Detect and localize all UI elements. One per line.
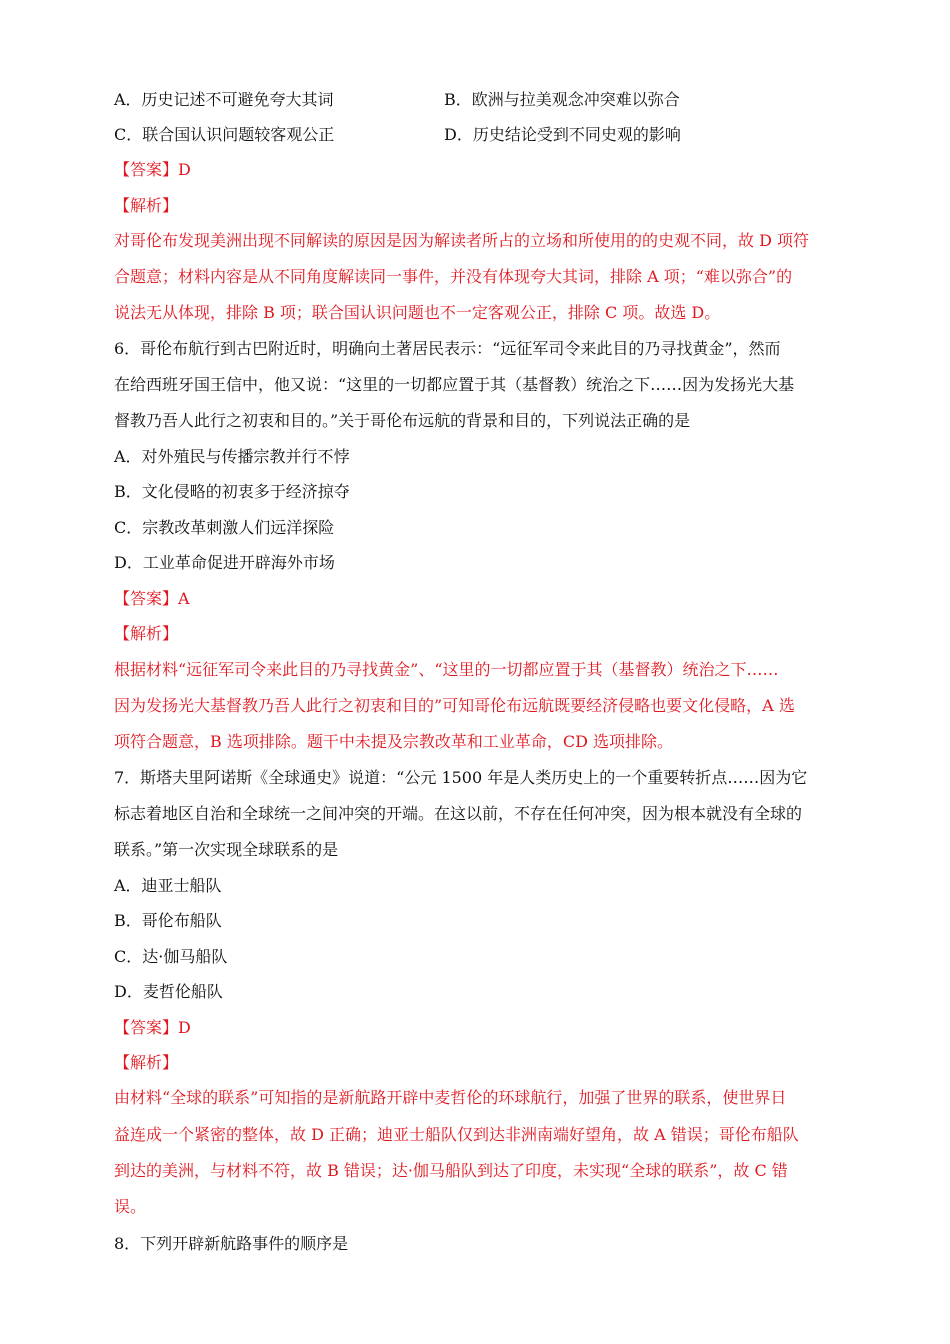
q7-stem-line: 7．斯塔夫里阿诺斯《全球通史》说道：“公元 1500 年是人类历史上的一个重要转折点……因为它	[114, 768, 808, 787]
q6-analysis-line: 项符合题意，B 选项排除。题干中未提及宗教改革和工业革命，CD 选项排除。	[114, 732, 674, 751]
q6-option-a: A．对外殖民与传播宗教并行不悖	[114, 447, 350, 466]
q5-analysis-line: 说法无从体现，排除 B 项；联合国认识问题也不一定客观公正，排除 C 项。故选 D。	[114, 303, 721, 322]
q7-analysis-line: 益连成一个紧密的整体，故 D 正确；迪亚士船队仅到达非洲南端好望角，故 A 错误；哥伦布船队	[114, 1125, 799, 1144]
q6-option-d: D．工业革命促进开辟海外市场	[114, 553, 335, 572]
q7-analysis-line: 误。	[114, 1197, 147, 1216]
q6-analysis-line: 因为发扬光大基督教乃吾人此行之初衷和目的”可知哥伦布远航既要经济侵略也要文化侵略，A 选	[114, 696, 795, 715]
q8-stem: 8．下列开辟新航路事件的顺序是	[114, 1234, 349, 1253]
q6-option-b: B．文化侵略的初衷多于经济掠夺	[114, 482, 350, 501]
q6-analysis-line: 根据材料“远征军司令来此目的乃寻找黄金”、“这里的一切都应置于其（基督教）统治之下……	[114, 660, 779, 679]
q6-stem-line: 6．哥伦布航行到古巴附近时，明确向土著居民表示：“远征军司令来此目的乃寻找黄金”，然而	[114, 339, 781, 358]
q7-stem-line: 联系。”第一次实现全球联系的是	[114, 840, 339, 859]
q5-analysis-line: 对哥伦布发现美洲出现不同解读的原因是因为解读者所占的立场和所使用的的史观不同，故 D 项符	[114, 231, 810, 250]
q7-analysis-line: 由材料“全球的联系”可知指的是新航路开辟中麦哲伦的环球航行，加强了世界的联系，使世界日	[114, 1088, 787, 1107]
q6-stem-line: 督教乃吾人此行之初衷和目的。”关于哥伦布远航的背景和目的，下列说法正确的是	[114, 411, 691, 430]
q7-option-d: D．麦哲伦船队	[114, 982, 223, 1001]
q7-option-b: B．哥伦布船队	[114, 911, 222, 930]
q7-option-c: C．达·伽马船队	[114, 947, 228, 966]
q5-option-d: D．历史结论受到不同史观的影响	[444, 125, 681, 144]
q6-stem-line: 在给西班牙国王信中，他又说：“这里的一切都应置于其（基督教）统治之下……因为发扬光大基	[114, 375, 795, 394]
q5-analysis-line: 合题意；材料内容是从不同角度解读同一事件，并没有体现夸大其词，排除 A 项；“难以弥合”的	[114, 267, 793, 286]
q5-option-a: A．历史记述不可避免夸大其词	[114, 90, 334, 109]
q6-analysis-label: 【解析】	[114, 624, 179, 643]
q6-option-c: C．宗教改革刺激人们远洋探险	[114, 518, 335, 537]
q5-analysis-label: 【解析】	[114, 196, 179, 215]
q7-stem-line: 标志着地区自治和全球统一之间冲突的开端。在这以前，不存在任何冲突，因为根本就没有全球的	[114, 804, 803, 823]
q5-answer: 【答案】D	[114, 160, 191, 179]
q7-analysis-label: 【解析】	[114, 1053, 179, 1072]
q6-answer: 【答案】A	[114, 589, 190, 608]
q7-analysis-line: 到达的美洲，与材料不符，故 B 错误；达·伽马船队到达了印度，未实现“全球的联系”，故 C 错	[114, 1161, 788, 1180]
q5-option-c: C．联合国认识问题较客观公正	[114, 125, 335, 144]
q7-option-a: A．迪亚士船队	[114, 876, 222, 895]
q5-option-b: B．欧洲与拉美观念冲突难以弥合	[444, 90, 680, 109]
q7-answer: 【答案】D	[114, 1018, 191, 1037]
